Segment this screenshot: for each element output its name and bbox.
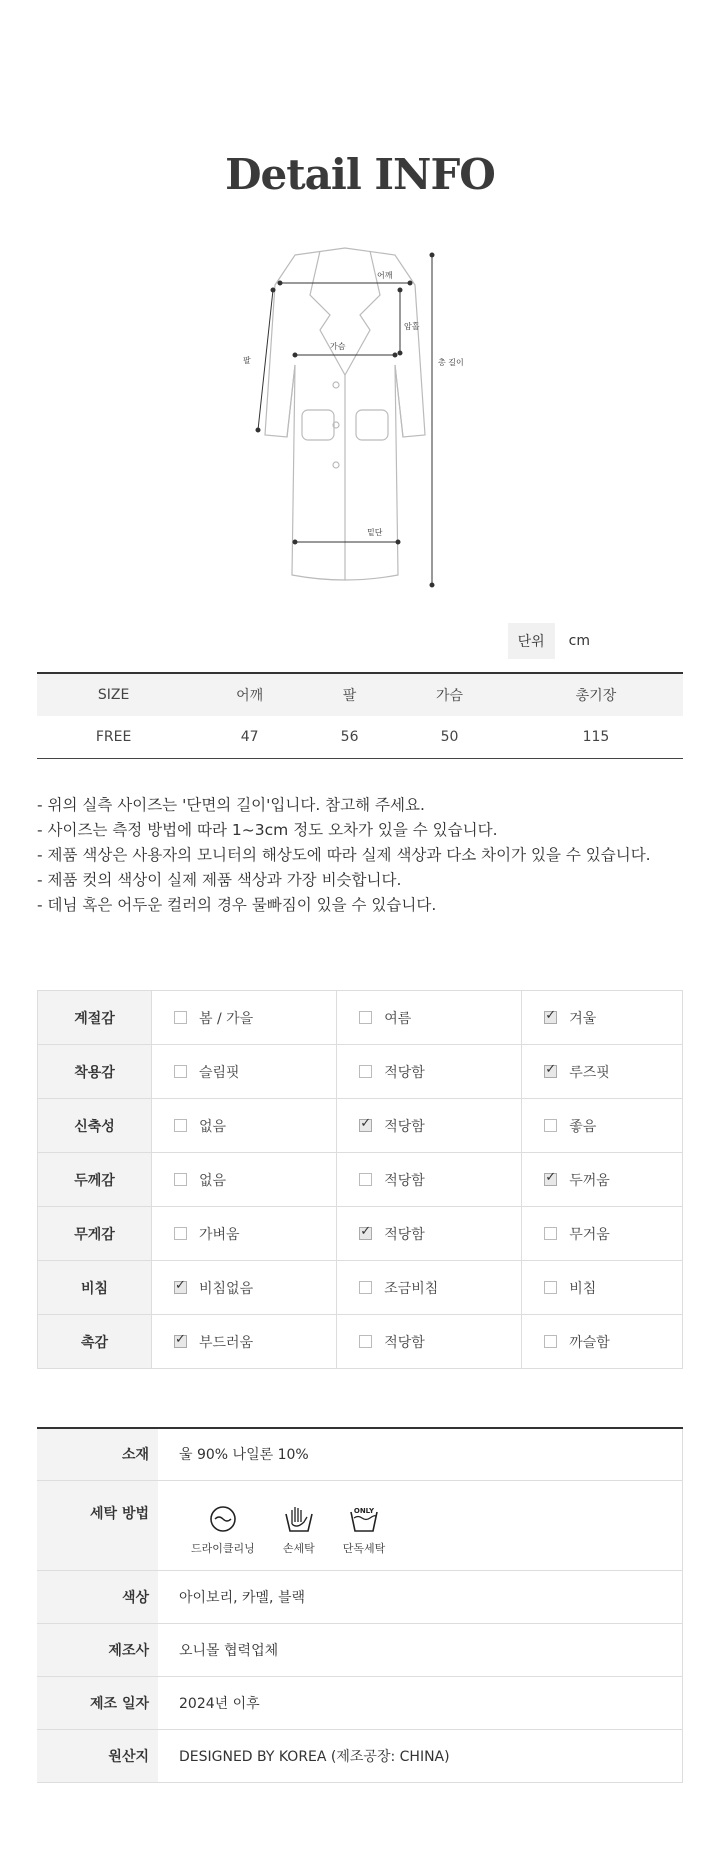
label-shoulder: 어깨	[377, 271, 393, 280]
coat-size-diagram	[240, 245, 500, 590]
feel-option-label: 없음	[199, 1172, 227, 1189]
feel-option	[522, 1099, 683, 1153]
checkbox-unchecked	[544, 1119, 557, 1132]
feel-row-label: 촉감	[38, 1315, 152, 1369]
feel-option-label: 비침없음	[199, 1280, 254, 1297]
info-row-maker	[37, 1623, 683, 1676]
checkbox-unchecked	[359, 1065, 372, 1078]
info-label: 세탁 방법	[37, 1480, 158, 1570]
info-label: 소재	[37, 1428, 158, 1480]
checkbox-checked	[359, 1227, 372, 1240]
note-line: - 위의 실측 사이즈는 '단면의 길이'입니다. 참고해 주세요.	[37, 796, 425, 814]
feel-option	[522, 1153, 683, 1207]
info-label: 색상	[37, 1570, 158, 1623]
feel-option-label: 여름	[384, 1010, 412, 1027]
note-line: - 제품 컷의 색상이 실제 제품 색상과 가장 비슷합니다.	[37, 871, 402, 889]
feel-option-label: 적당함	[384, 1334, 425, 1351]
feel-option	[152, 1207, 337, 1261]
checkbox-unchecked	[359, 1281, 372, 1294]
feel-option-label: 적당함	[384, 1226, 425, 1243]
coat-illustration	[240, 245, 500, 590]
feel-option-label: 루즈핏	[569, 1064, 610, 1081]
feel-option-label: 적당함	[384, 1118, 425, 1135]
wash-label: 손세탁	[282, 1541, 315, 1555]
dry-clean-icon	[207, 1504, 239, 1534]
only-badge: ONLY	[353, 1506, 375, 1515]
feel-option-label: 슬림핏	[199, 1064, 240, 1081]
feel-option-label: 가벼움	[199, 1226, 240, 1243]
fabric-feel-table	[37, 990, 683, 1369]
page-title: Detail INFO	[225, 150, 495, 199]
wash-item-hand-wash	[283, 1504, 315, 1556]
note-line: - 제품 색상은 사용자의 모니터의 해상도에 따라 실제 색상과 다소 차이가 있을 수 있습니다.	[37, 846, 651, 864]
checkbox-unchecked	[544, 1335, 557, 1348]
header-cell: 총기장	[509, 673, 683, 716]
feel-option	[337, 1207, 522, 1261]
info-value: 울 90% 나일론 10%	[158, 1428, 683, 1480]
info-label: 원산지	[37, 1729, 158, 1782]
checkbox-unchecked	[544, 1281, 557, 1294]
table-cell: 115	[509, 716, 683, 759]
feel-option	[337, 1153, 522, 1207]
checkbox-unchecked	[359, 1335, 372, 1348]
feel-option-label: 겨울	[569, 1010, 597, 1027]
unit-indicator	[508, 623, 590, 659]
feel-row	[38, 1207, 683, 1261]
info-row-date	[37, 1676, 683, 1729]
wash-icons	[179, 1482, 681, 1556]
note-line: - 사이즈는 측정 방법에 따라 1~3cm 정도 오차가 있을 수 있습니다.	[37, 821, 498, 839]
checkbox-unchecked	[174, 1119, 187, 1132]
unit-label: 단위	[508, 623, 555, 659]
wash-label: 드라이클리닝	[191, 1541, 255, 1555]
feel-row	[38, 1045, 683, 1099]
feel-option-label: 좋음	[569, 1118, 597, 1135]
info-value: 2024년 이후	[158, 1676, 683, 1729]
checkbox-unchecked	[174, 1011, 187, 1024]
checkbox-checked	[544, 1011, 557, 1024]
note-line: - 데님 혹은 어두운 컬러의 경우 물빠짐이 있을 수 있습니다.	[37, 896, 437, 914]
checkbox-unchecked	[359, 1173, 372, 1186]
feel-option	[152, 1261, 337, 1315]
unit-value: cm	[568, 633, 590, 649]
feel-option	[337, 991, 522, 1045]
feel-option	[337, 1261, 522, 1315]
checkbox-checked	[174, 1335, 187, 1348]
feel-option	[152, 1045, 337, 1099]
checkbox-unchecked	[359, 1011, 372, 1024]
checkbox-checked	[359, 1119, 372, 1132]
size-table	[37, 672, 683, 759]
info-row-origin	[37, 1729, 683, 1782]
feel-row	[38, 991, 683, 1045]
label-total-length: 총 길이	[438, 358, 464, 367]
label-sleeve: 팔	[243, 356, 251, 365]
feel-option	[522, 1045, 683, 1099]
feel-option-label: 조금비침	[384, 1280, 439, 1297]
info-label: 제조 일자	[37, 1676, 158, 1729]
checkbox-unchecked	[174, 1173, 187, 1186]
feel-option	[337, 1315, 522, 1369]
wash-separately-icon	[348, 1504, 380, 1534]
feel-option	[522, 991, 683, 1045]
feel-row-label: 비침	[38, 1261, 152, 1315]
header-cell: 가슴	[390, 673, 509, 716]
info-row-color	[37, 1570, 683, 1623]
header-cell: 팔	[309, 673, 390, 716]
wash-label: 단독세탁	[342, 1541, 386, 1555]
feel-row	[38, 1153, 683, 1207]
checkbox-checked	[174, 1281, 187, 1294]
info-label: 제조사	[37, 1623, 158, 1676]
table-row	[37, 716, 683, 759]
size-table-header	[37, 673, 683, 716]
header-cell: 어깨	[190, 673, 309, 716]
feel-row	[38, 1261, 683, 1315]
feel-option-label: 비침	[569, 1280, 597, 1297]
info-value: DESIGNED BY KOREA (제조공장: CHINA)	[158, 1729, 683, 1782]
info-value: 오니몰 협력업체	[158, 1623, 683, 1676]
wash-item-dry-clean	[191, 1504, 255, 1556]
hand-wash-icon	[283, 1504, 315, 1534]
feel-option	[522, 1207, 683, 1261]
feel-option	[152, 1315, 337, 1369]
info-row-material	[37, 1428, 683, 1480]
feel-option-label: 까슬함	[569, 1334, 610, 1351]
label-armhole: 암홀	[404, 322, 420, 331]
feel-option-label: 두꺼움	[569, 1172, 610, 1189]
size-notes	[37, 793, 651, 918]
feel-row-label: 두께감	[38, 1153, 152, 1207]
checkbox-unchecked	[544, 1227, 557, 1240]
checkbox-checked	[544, 1065, 557, 1078]
label-chest: 가슴	[330, 342, 346, 351]
table-cell: 50	[390, 716, 509, 759]
feel-row-label: 신축성	[38, 1099, 152, 1153]
feel-option	[337, 1045, 522, 1099]
checkbox-checked	[544, 1173, 557, 1186]
info-value: 아이보리, 카멜, 블랙	[158, 1570, 683, 1623]
feel-option	[337, 1099, 522, 1153]
wash-item-separate	[343, 1504, 386, 1556]
table-cell: 47	[190, 716, 309, 759]
feel-option-label: 적당함	[384, 1172, 425, 1189]
table-cell: FREE	[37, 716, 190, 759]
label-hem: 밑단	[367, 528, 383, 537]
feel-option	[152, 991, 337, 1045]
feel-option	[152, 1153, 337, 1207]
feel-option-label: 부드러움	[199, 1334, 254, 1351]
feel-option-label: 적당함	[384, 1064, 425, 1081]
header-cell: SIZE	[37, 673, 190, 716]
info-row-wash	[37, 1480, 683, 1570]
checkbox-unchecked	[174, 1227, 187, 1240]
feel-row-label: 무게감	[38, 1207, 152, 1261]
feel-row	[38, 1099, 683, 1153]
feel-option-label: 없음	[199, 1118, 227, 1135]
table-cell: 56	[309, 716, 390, 759]
product-info-table	[37, 1427, 683, 1783]
feel-row-label: 착용감	[38, 1045, 152, 1099]
feel-option	[522, 1315, 683, 1369]
feel-option-label: 봄 / 가을	[199, 1010, 254, 1027]
feel-option	[152, 1099, 337, 1153]
feel-row	[38, 1315, 683, 1369]
feel-option	[522, 1261, 683, 1315]
checkbox-unchecked	[174, 1065, 187, 1078]
feel-option-label: 무거움	[569, 1226, 610, 1243]
feel-row-label: 계절감	[38, 991, 152, 1045]
